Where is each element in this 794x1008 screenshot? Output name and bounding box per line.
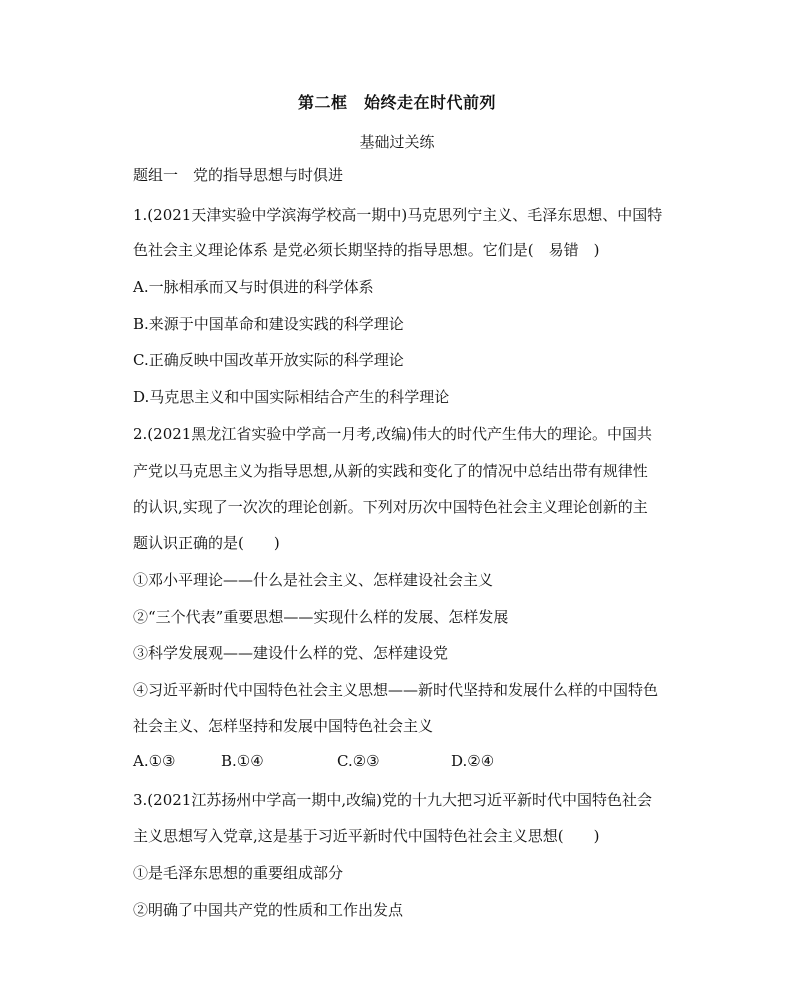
question-3-stem-line-2: 主义思想写入党章,这是基于习近平新时代中国特色社会主义思想( ) — [133, 827, 600, 845]
question-1-stem-line-2: 色社会主义理论体系 是党必须长期坚持的指导思想。它们是( 易错 ) — [133, 241, 600, 259]
question-2-stem-line-2: 产党以马克思主义为指导思想,从新的实践和变化了的情况中总结出带有规律性 — [133, 462, 648, 480]
question-2-stem-line-4: 题认识正确的是( ) — [133, 534, 280, 552]
question-2-option-b: B.①④ — [221, 752, 264, 770]
question-2-stem-line-3: 的认识,实现了一次次的理论创新。下列对历次中国特色社会主义理论创新的主 — [133, 498, 648, 516]
question-2-item-1: ①邓小平理论——什么是社会主义、怎样建设社会主义 — [133, 571, 494, 589]
question-2-option-a: A.①③ — [133, 752, 176, 770]
question-2-item-4-line-1: ④习近平新时代中国特色社会主义思想——新时代坚持和发展什么样的中国特色 — [133, 681, 659, 699]
question-1-option-c: C.正确反映中国改革开放实际的科学理论 — [133, 351, 404, 369]
question-1-stem-line-1: 1.(2021天津实验中学滨海学校高一期中)马克思列宁主义、毛泽东思想、中国特 — [133, 206, 663, 224]
question-2-item-2: ②“三个代表”重要思想——实现什么样的发展、怎样发展 — [133, 608, 509, 626]
question-3-item-1: ①是毛泽东思想的重要组成部分 — [133, 864, 344, 882]
question-2-options — [133, 752, 673, 774]
question-1-option-b: B.来源于中国革命和建设实践的科学理论 — [133, 315, 404, 333]
question-3-stem-line-1: 3.(2021江苏扬州中学高一期中,改编)党的十九大把习近平新时代中国特色社会 — [133, 791, 652, 809]
question-2-option-d: D.②④ — [451, 752, 495, 770]
question-1-option-a: A.一脉相承而又与时俱进的科学体系 — [133, 278, 374, 296]
question-2-item-4-line-2: 社会主义、怎样坚持和发展中国特色社会主义 — [133, 717, 434, 735]
question-2-item-3: ③科学发展观——建设什么样的党、怎样建设党 — [133, 644, 449, 662]
question-2-stem-line-1: 2.(2021黑龙江省实验中学高一月考,改编)伟大的时代产生伟大的理论。中国共 — [133, 425, 652, 443]
question-2-option-c: C.②③ — [337, 752, 380, 770]
question-1-option-d: D.马克思主义和中国实际相结合产生的科学理论 — [133, 388, 450, 406]
question-3-item-2: ②明确了中国共产党的性质和工作出发点 — [133, 901, 404, 919]
question-group-heading: 题组一 党的指导思想与时俱进 — [133, 166, 344, 184]
lesson-title: 第二框 始终走在时代前列 — [297, 93, 496, 112]
section-subtitle: 基础过关练 — [359, 133, 435, 151]
